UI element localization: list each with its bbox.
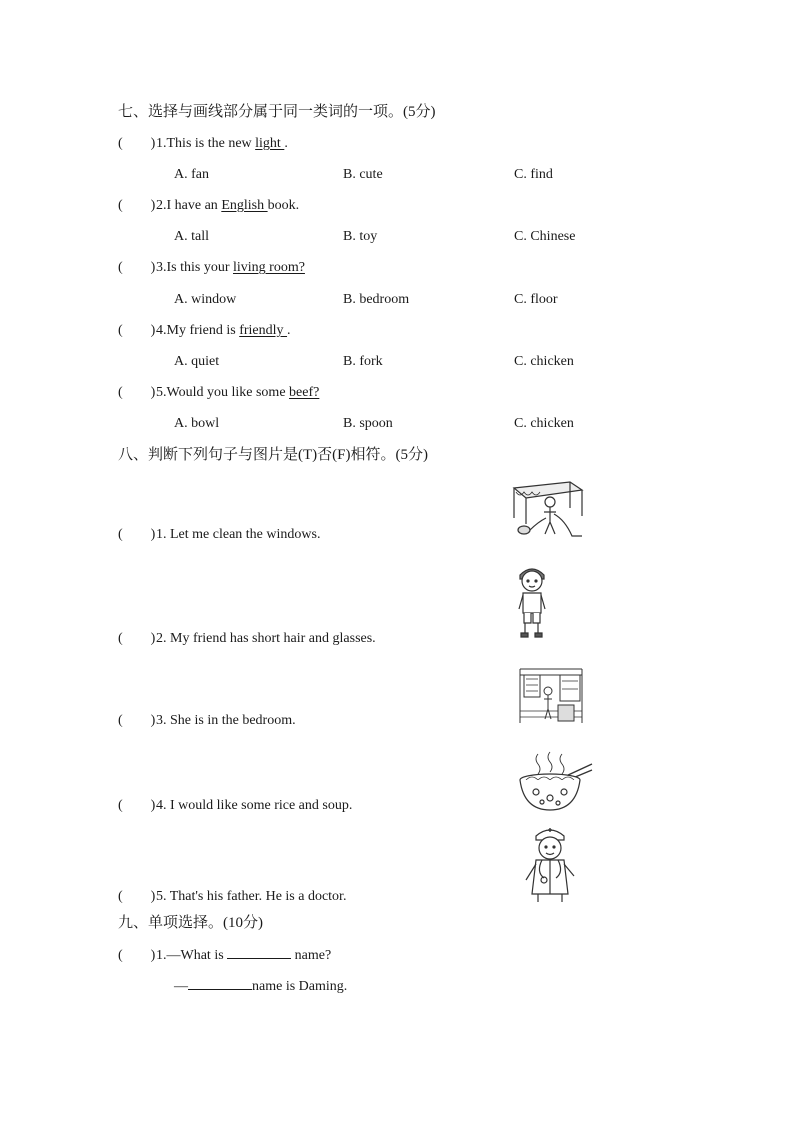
s7-q5-option-a[interactable]: A. bowl xyxy=(174,416,220,431)
answer-text: name is Daming. xyxy=(252,979,348,994)
doctor-icon xyxy=(522,824,580,904)
question-text: 5. That's his father. He is a doctor. xyxy=(156,889,347,904)
answer-paren[interactable]: ( ) xyxy=(118,260,156,275)
s8-question-5 xyxy=(118,888,346,906)
s7-question-4 xyxy=(118,322,291,340)
question-text: I have an xyxy=(166,198,222,213)
s7-q1-option-b[interactable]: B. cute xyxy=(343,167,383,182)
question-text: Is this your xyxy=(166,260,233,275)
s7-question-2 xyxy=(118,197,299,215)
question-text-end: . xyxy=(284,136,288,151)
s8-question-4 xyxy=(118,797,352,815)
s8-question-2 xyxy=(118,630,376,648)
question-text: This is the new xyxy=(166,136,256,151)
underlined-word: beef? xyxy=(289,385,320,400)
s7-question-5 xyxy=(118,384,319,402)
s7-q1-option-a[interactable]: A. fan xyxy=(174,167,209,182)
s7-question-3 xyxy=(118,259,305,277)
question-text-end: name? xyxy=(291,948,332,963)
answer-paren[interactable]: ( ) xyxy=(118,385,156,400)
underlined-word: friendly xyxy=(239,323,288,338)
answer-paren[interactable]: ( ) xyxy=(118,889,156,904)
s7-q3-option-b[interactable]: B. bedroom xyxy=(343,292,410,307)
fill-blank[interactable] xyxy=(188,977,252,990)
section8-heading: 八、判断下列句子与图片是(T)否(F)相符。(5分) xyxy=(118,447,428,463)
answer-paren[interactable]: ( ) xyxy=(118,948,156,963)
s7-q4-option-c[interactable]: C. chicken xyxy=(514,354,574,369)
dash: — xyxy=(174,979,188,994)
s7-q5-option-b[interactable]: B. spoon xyxy=(343,416,393,431)
question-number: 1. xyxy=(156,948,167,963)
question-text: 1. Let me clean the windows. xyxy=(156,527,321,542)
question-text: 4. I would like some rice and soup. xyxy=(156,798,353,813)
answer-paren[interactable]: ( ) xyxy=(118,798,156,813)
s9-question-1 xyxy=(118,946,331,965)
boy-vacuuming-icon xyxy=(510,478,586,540)
question-text: Would you like some xyxy=(166,385,290,400)
question-text: —What is xyxy=(166,948,228,963)
s9-q1-line2 xyxy=(174,977,347,996)
underlined-word: light xyxy=(255,136,285,151)
s7-q2-option-b[interactable]: B. toy xyxy=(343,229,378,244)
question-text-end: book. xyxy=(267,198,300,213)
question-text: 3. She is in the bedroom. xyxy=(156,713,296,728)
question-number: 2. xyxy=(156,198,167,213)
underlined-word: English xyxy=(221,198,268,213)
answer-paren[interactable]: ( ) xyxy=(118,198,156,213)
answer-paren[interactable]: ( ) xyxy=(118,631,156,646)
question-number: 3. xyxy=(156,260,167,275)
section9-heading: 九、单项选择。(10分) xyxy=(118,915,263,931)
question-text: 2. My friend has short hair and glasses. xyxy=(156,631,376,646)
answer-paren[interactable]: ( ) xyxy=(118,136,156,151)
question-text-end: . xyxy=(287,323,291,338)
answer-paren[interactable]: ( ) xyxy=(118,527,156,542)
section7-heading: 七、选择与画线部分属于同一类词的一项。(5分) xyxy=(118,104,436,120)
s7-q4-option-a[interactable]: A. quiet xyxy=(174,354,220,369)
question-number: 5. xyxy=(156,385,167,400)
s7-q3-option-c[interactable]: C. floor xyxy=(514,292,558,307)
noodle-bowl-icon xyxy=(516,750,594,814)
question-number: 4. xyxy=(156,323,167,338)
question-text: My friend is xyxy=(166,323,240,338)
s7-q5-option-c[interactable]: C. chicken xyxy=(514,416,574,431)
s8-question-3 xyxy=(118,712,296,730)
s7-q2-option-c[interactable]: C. Chinese xyxy=(514,229,576,244)
s7-q1-option-c[interactable]: C. find xyxy=(514,167,553,182)
answer-paren[interactable]: ( ) xyxy=(118,323,156,338)
girl-kitchen-icon xyxy=(518,667,584,725)
underlined-word: living room? xyxy=(233,260,305,275)
s7-q4-option-b[interactable]: B. fork xyxy=(343,354,383,369)
answer-paren[interactable]: ( ) xyxy=(118,713,156,728)
s7-question-1 xyxy=(118,135,288,153)
boy-standing-icon xyxy=(514,565,550,641)
fill-blank[interactable] xyxy=(227,946,291,959)
question-number: 1. xyxy=(156,136,167,151)
s7-q3-option-a[interactable]: A. window xyxy=(174,292,237,307)
s7-q2-option-a[interactable]: A. tall xyxy=(174,229,209,244)
s8-question-1 xyxy=(118,526,320,544)
